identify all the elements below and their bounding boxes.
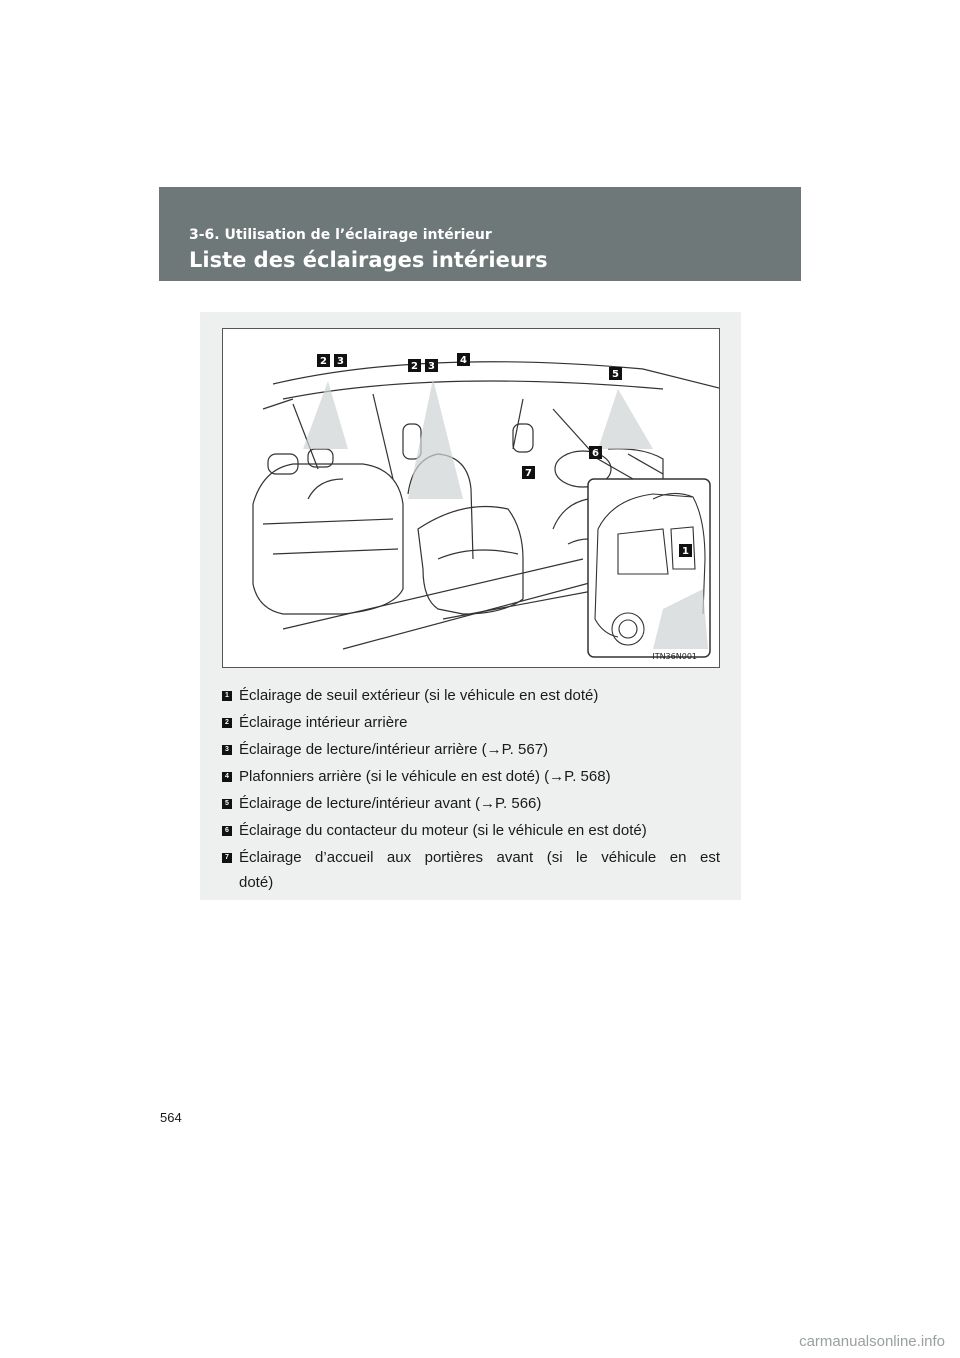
figure-code: ITN36N001: [652, 652, 697, 661]
legend-text: Éclairage intérieur arrière: [239, 714, 408, 731]
vehicle-interior-illustration: [222, 328, 720, 668]
figure-marker-7: 7: [525, 468, 532, 479]
figure-marker-4: 4: [460, 355, 467, 366]
figure-marker-6: 6: [592, 448, 599, 459]
figure-marker-3b: 3: [428, 361, 435, 372]
legend-number: 5: [222, 799, 232, 809]
figure-marker-5: 5: [612, 369, 619, 380]
figure-marker-2a: 2: [320, 356, 327, 367]
content-panel: [200, 312, 741, 900]
figure-marker-2b: 2: [411, 361, 418, 372]
legend-item: [222, 818, 720, 843]
legend-number: 4: [222, 772, 232, 782]
page-number: 564: [160, 1110, 182, 1125]
legend-item: [222, 764, 720, 789]
legend-item: [222, 737, 720, 762]
section-header: [159, 187, 801, 281]
legend-text: Plafonniers arrière (si le véhicule en est doté) (→P. 568): [239, 768, 611, 785]
legend-text: Éclairage de lecture/intérieur arrière (→P. 567): [239, 741, 549, 758]
legend-text: Éclairage d’accueil aux portières avant (si le véhicule en est: [239, 849, 720, 866]
legend-text: Éclairage de seuil extérieur (si le véhicule en est doté): [239, 687, 599, 704]
legend-number: 7: [222, 853, 232, 863]
legend-text: Éclairage de lecture/intérieur avant (→P. 566): [239, 795, 542, 812]
interior-lights-diagram: [223, 329, 720, 668]
legend-number: 3: [222, 745, 232, 755]
watermark: carmanualsonline.info: [799, 1333, 945, 1350]
legend-item: [222, 845, 720, 895]
legend-number: 2: [222, 718, 232, 728]
exterior-inset: [588, 479, 710, 657]
legend-number: 1: [222, 691, 232, 701]
legend-list: [222, 683, 720, 897]
legend-item: [222, 683, 720, 708]
legend-item: [222, 710, 720, 735]
figure-marker-1: 1: [682, 546, 689, 557]
legend-item: [222, 791, 720, 816]
section-title: 3-6. Utilisation de l’éclairage intérieur: [189, 227, 492, 243]
page-title: Liste des éclairages intérieurs: [189, 248, 548, 272]
legend-text: Éclairage du contacteur du moteur (si le véhicule en est doté): [239, 822, 647, 839]
legend-number: 6: [222, 826, 232, 836]
legend-text-continued: doté): [239, 874, 274, 891]
figure-marker-3a: 3: [337, 356, 344, 367]
